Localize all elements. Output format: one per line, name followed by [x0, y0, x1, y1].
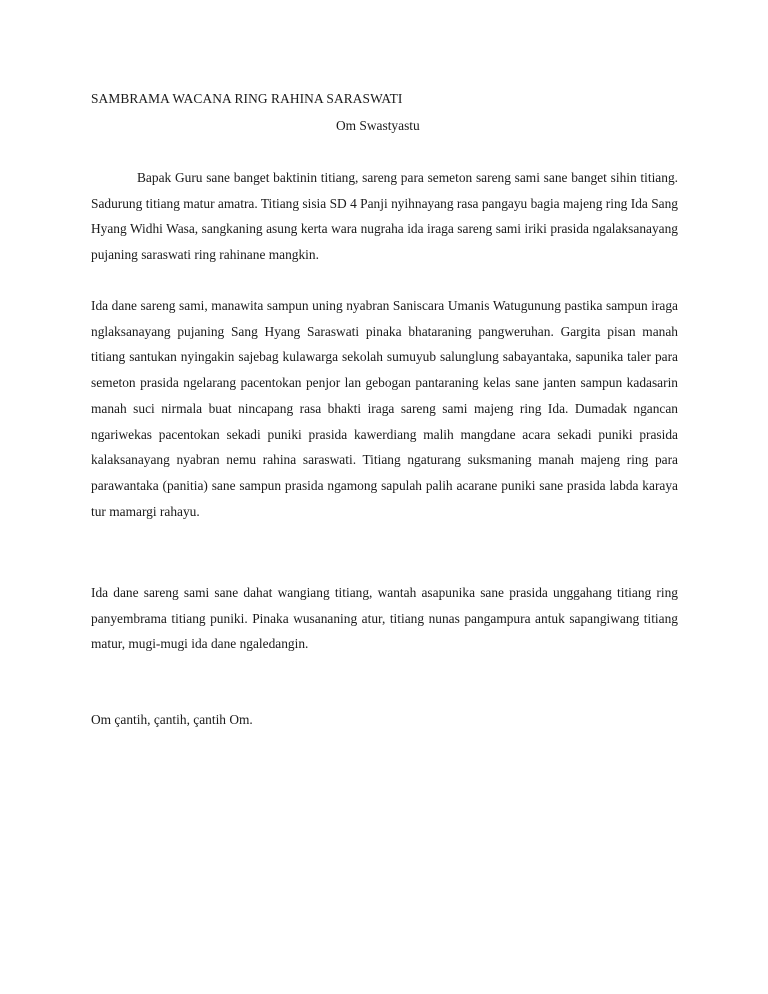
paragraph-3: Ida dane sareng sami sane dahat wangiang titiang, wantah asapunika sane prasida unggahang titiang ring panyembrama titiang puniki. Pinaka wusananing atur, titiang nunas pangampura antuk sapangiwang titiang matur, mugi-mugi ida dane ngaledangin.: [91, 585, 678, 652]
closing-greeting: Om çantih, çantih, çantih Om.: [91, 712, 253, 727]
paragraph-1: Bapak Guru sane banget baktinin titiang, sareng para semeton sareng sami sane banget sihin titiang. Sadurung titiang matur amatra. Titiang sisia SD 4 Panji nyihnayang rasa pangayu bagia majeng ring Ida Sang Hyang Widhi Wasa, sangkaning asung kerta wara nugraha ida iraga sareng sami iriki prasida ngalaksanayang pujaning saraswati ring rahinane mangkin.: [91, 170, 678, 263]
paragraph-2: Ida dane sareng sami, manawita sampun uning nyabran Saniscara Umanis Watugunung pastika sampun iraga nglaksanayang pujaning Sang Hyang Saraswati pinaka bhataraning pangweruhan. Gargita pisan manah titiang santukan nyingakin sajebag kulawarga sekolah sumuyub salunglung sabayantaka, sapunika taler para semeton prasida ngelarang pacentokan penjor lan gebogan pantaraning kelas sane janten sampun kadasarin manah suci nirmala buat nincapang rasa bhakti iraga sareng sami majeng ring Ida. Dumadak ngancan ngariwekas pacentokan sekadi puniki prasida kawerdiang malih mangdane acara sekadi puniki prasida kalaksanayang nyabran nemu rahina saraswati. Titiang ngaturang suksmaning manah majeng ring para parawantaka (panitia) sane sampun prasida ngamong sapulah palih acarane puniki sane prasida labda karaya tur mamargi rahayu.: [91, 298, 678, 519]
document-title: SAMBRAMA WACANA RING RAHINA SARASWATI: [91, 91, 403, 106]
opening-greeting: Om Swastyastu: [336, 118, 420, 133]
